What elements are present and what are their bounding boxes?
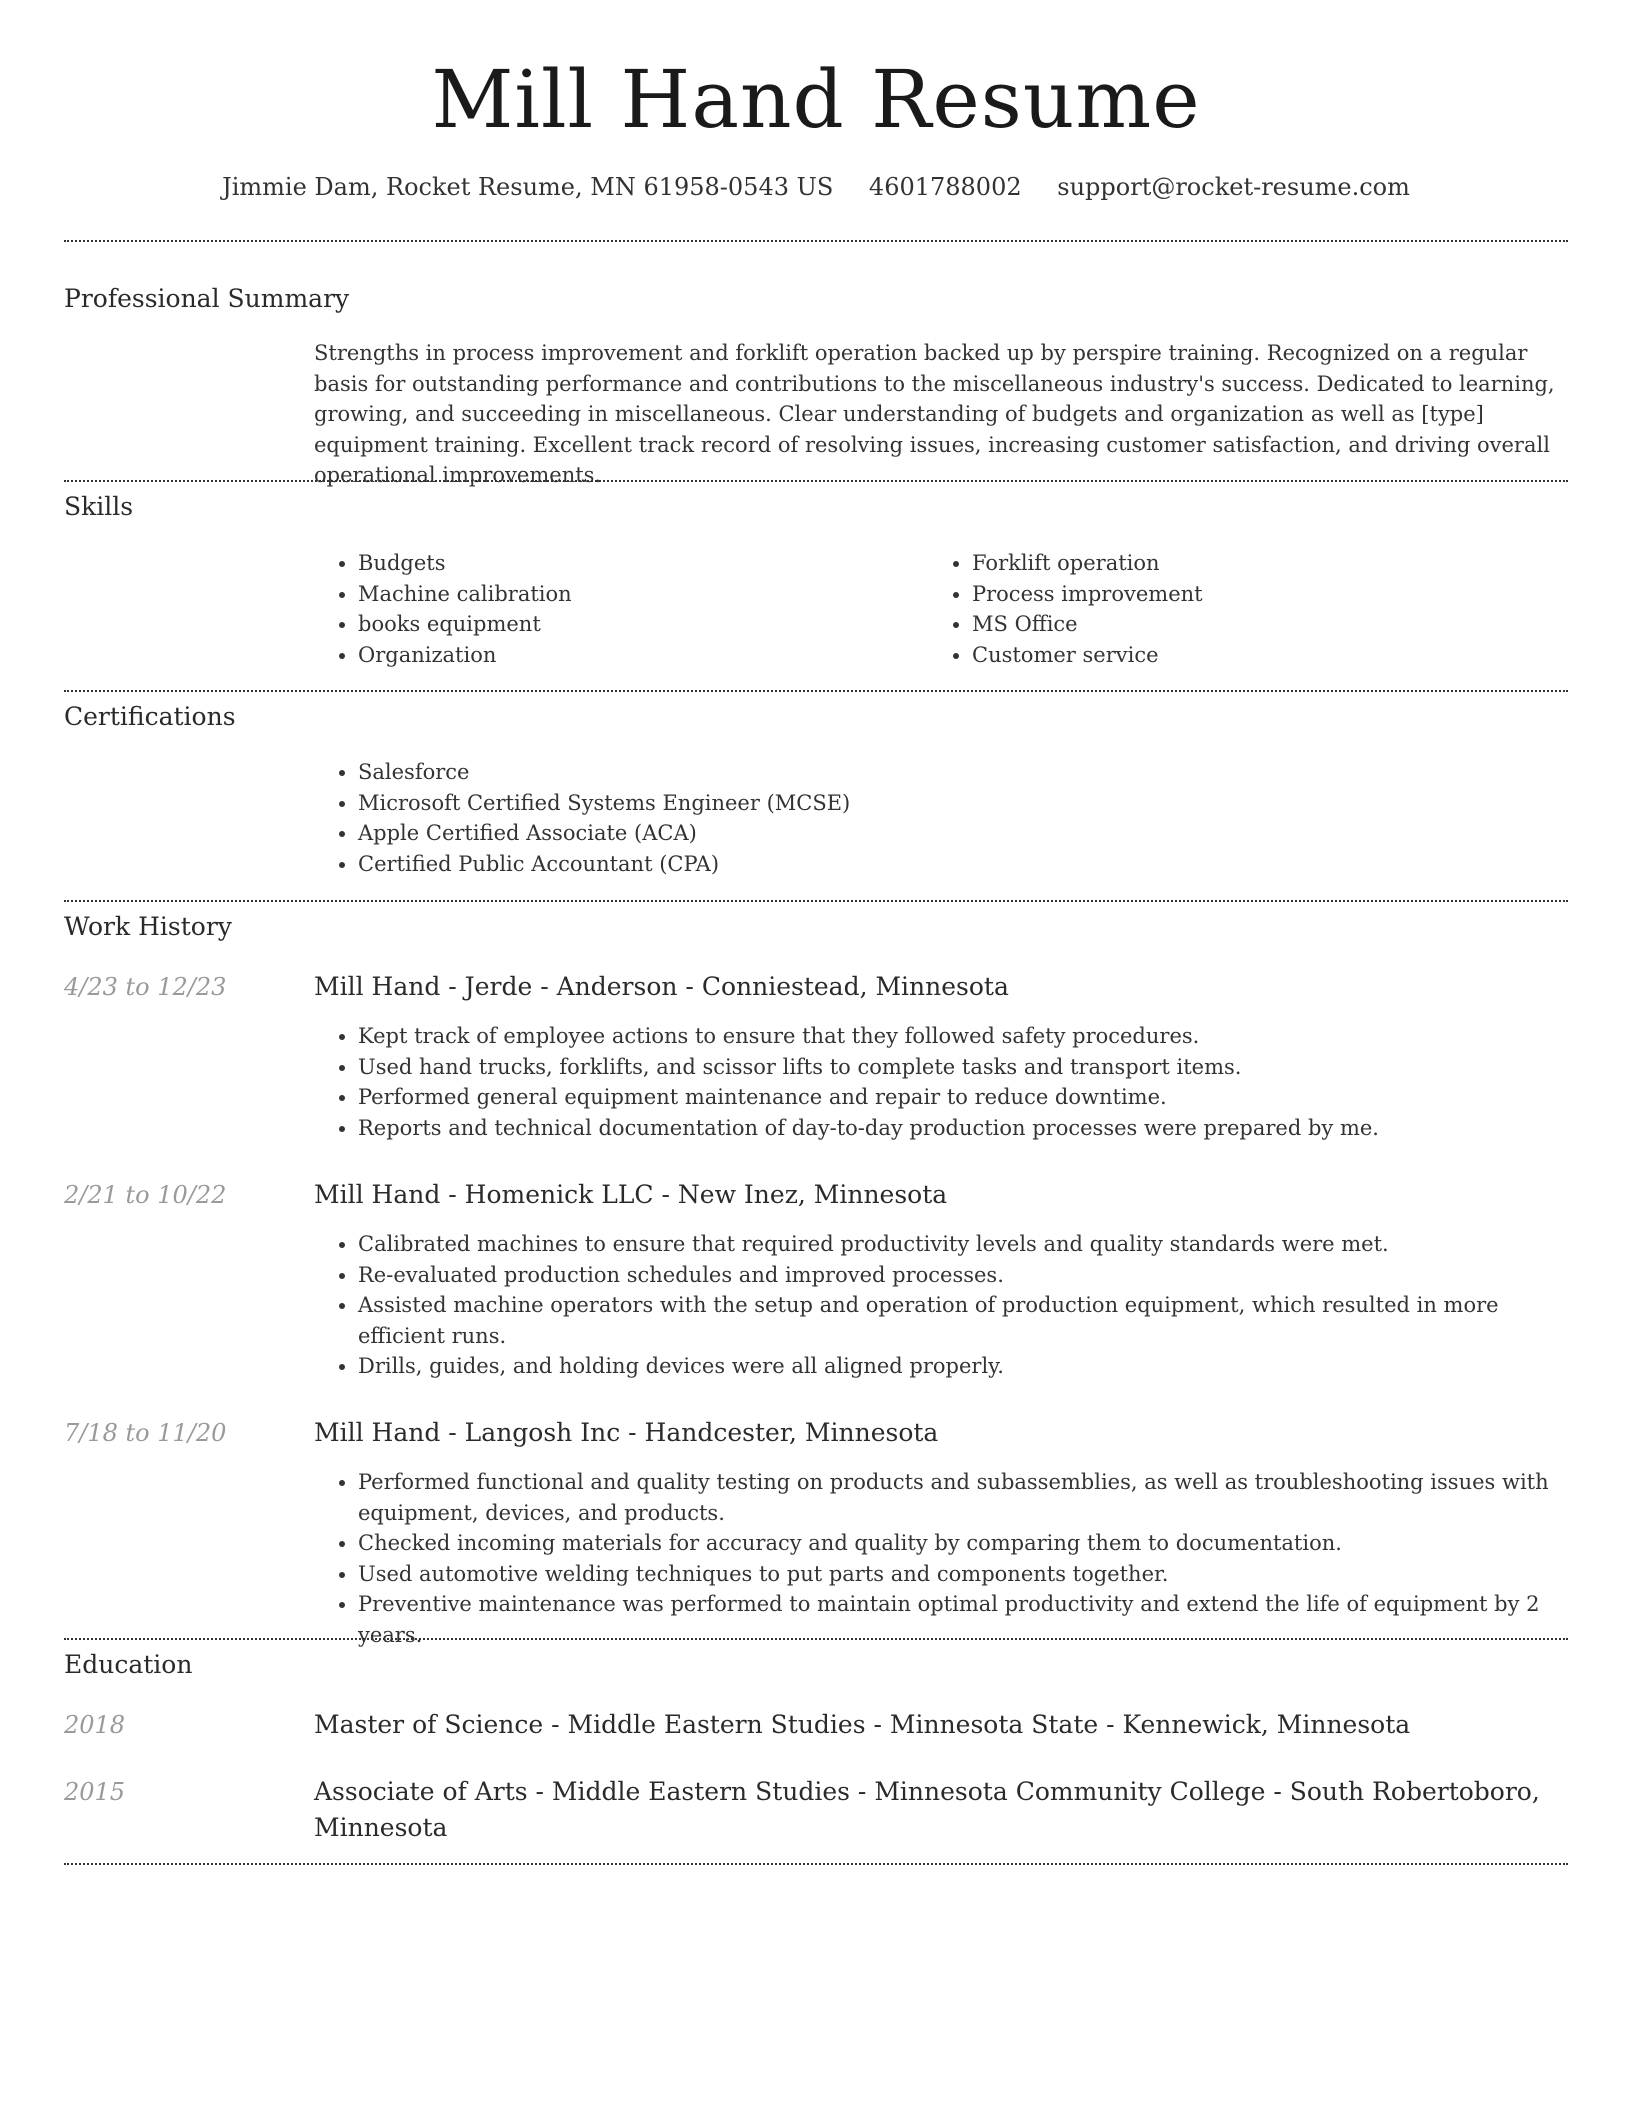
contact-phone: 4601788002 — [868, 173, 1022, 201]
certifications-block — [314, 757, 1568, 879]
certification-item: • Certified Public Accountant (CPA) — [358, 849, 1568, 880]
skills-column-left — [314, 548, 914, 670]
contact-address: Jimmie Dam, Rocket Resume, MN 61958-0543 US — [222, 173, 834, 201]
education-year: 2015 — [64, 1778, 126, 1806]
job-bullet: • Assisted machine operators with the setup and operation of production equipment, which resulted in more efficient runs. — [358, 1290, 1568, 1351]
certification-item: • Apple Certified Associate (ACA) — [358, 818, 1568, 849]
education-heading: Education — [64, 1650, 193, 1679]
skills-column-right — [928, 548, 1528, 670]
skill-item: • MS Office — [972, 609, 1528, 640]
job-bullets — [314, 1229, 1568, 1382]
divider — [64, 240, 1568, 242]
job-bullet: • Preventive maintenance was performed to maintain optimal productivity and extend the life of equipment by 2 years. — [358, 1589, 1568, 1650]
summary-text-block — [314, 338, 1568, 491]
certifications-heading: Certifications — [64, 702, 236, 731]
skill-item: • Customer service — [972, 640, 1528, 671]
divider — [64, 1863, 1568, 1865]
education-entry: Associate of Arts - Middle Eastern Studies - Minnesota Community College - South Robertoboro, Minnesota — [314, 1777, 1540, 1842]
skills-heading: Skills — [64, 492, 134, 521]
summary-text: Strengths in process improvement and forklift operation backed up by perspire training. Recognized on a regular basis for outstanding performance and contributions to the miscellaneous industry's success. Dedicated to learning, growing, and succeeding in miscellaneous. Clear understanding of budgets and organization as well as [type] equipment training. Excellent track record of resolving issues, increasing customer satisfaction, and driving overall operational improvements. — [314, 341, 1555, 487]
certification-item: • Microsoft Certified Systems Engineer (MCSE) — [358, 788, 1568, 819]
contact-line — [64, 170, 1568, 204]
job-bullet: • Used hand trucks, forklifts, and scissor lifts to complete tasks and transport items. — [358, 1052, 1568, 1083]
contact-email: support@rocket-resume.com — [1057, 173, 1410, 201]
job-bullet: • Calibrated machines to ensure that required productivity levels and quality standards were met. — [358, 1229, 1568, 1260]
divider — [64, 480, 1568, 482]
divider — [64, 1638, 1568, 1640]
education-entry: Master of Science - Middle Eastern Studies - Minnesota State - Kennewick, Minnesota — [314, 1710, 1411, 1739]
skill-item: • Machine calibration — [358, 579, 914, 610]
work-history-heading: Work History — [64, 912, 232, 941]
skill-item: • Process improvement — [972, 579, 1528, 610]
job-bullet: • Performed general equipment maintenance and repair to reduce downtime. — [358, 1082, 1568, 1113]
skill-item: • Budgets — [358, 548, 914, 579]
job-title: Mill Hand - Langosh Inc - Handcester, Minnesota — [314, 1418, 939, 1447]
job-bullet: • Checked incoming materials for accuracy and quality by comparing them to documentation. — [358, 1528, 1568, 1559]
job-title: Mill Hand - Jerde - Anderson - Conniestead, Minnesota — [314, 972, 1009, 1001]
job-bullet: • Re-evaluated production schedules and improved processes. — [358, 1260, 1568, 1291]
job-dates: 4/23 to 12/23 — [64, 973, 227, 1001]
job-bullets — [314, 1467, 1568, 1650]
job-bullets — [314, 1021, 1568, 1143]
job-dates: 2/21 to 10/22 — [64, 1181, 227, 1209]
summary-heading: Professional Summary — [64, 284, 350, 313]
certification-item: • Salesforce — [358, 757, 1568, 788]
job-title: Mill Hand - Homenick LLC - New Inez, Minnesota — [314, 1180, 948, 1209]
job-dates: 7/18 to 11/20 — [64, 1419, 227, 1447]
job-bullet: • Drills, guides, and holding devices were all aligned properly. — [358, 1351, 1568, 1382]
divider — [64, 690, 1568, 692]
resume-title: Mill Hand Resume — [431, 53, 1201, 146]
job-bullet: • Kept track of employee actions to ensure that they followed safety procedures. — [358, 1021, 1568, 1052]
job-bullet: • Performed functional and quality testing on products and subassemblies, as well as troubleshooting issues with equipment, devices, and products. — [358, 1467, 1568, 1528]
skill-item: • Forklift operation — [972, 548, 1528, 579]
skill-item: • books equipment — [358, 609, 914, 640]
divider — [64, 900, 1568, 902]
job-bullet: • Reports and technical documentation of day-to-day production processes were prepared by me. — [358, 1113, 1568, 1144]
job-bullet: • Used automotive welding techniques to put parts and components together. — [358, 1559, 1568, 1590]
skill-item: • Organization — [358, 640, 914, 671]
education-year: 2018 — [64, 1711, 126, 1739]
